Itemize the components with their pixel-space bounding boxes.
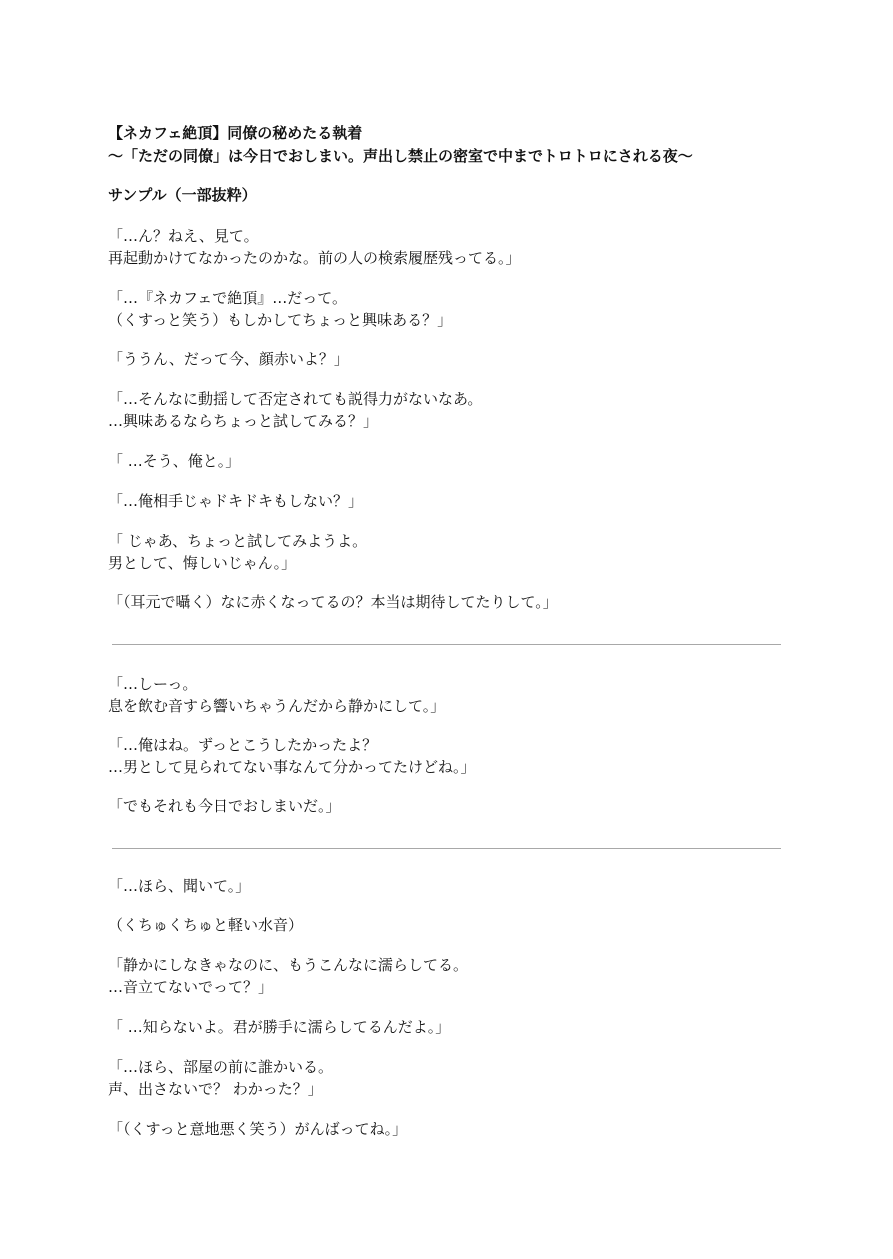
section-divider (112, 848, 781, 849)
dialogue-line: …音立てないでって？」 (108, 978, 274, 996)
dialogue-line: 「…俺相手じゃドキドキもしない？」 (108, 492, 364, 510)
section-heading: サンプル（一部抜粋） (108, 186, 257, 204)
dialogue-line: 「…ほら、部屋の前に誰かいる。 (108, 1058, 334, 1076)
dialogue-line: 「…『ネカフェで絶頂』…だって。 (108, 289, 347, 307)
dialogue-line: （くすっと笑う）もしかしてちょっと興味ある？」 (108, 311, 453, 329)
dialogue-line: 男として、悔しいじゃん。」 (108, 554, 297, 572)
dialogue-line: 「（くすっと意地悪く笑う）がんばってね。」 (108, 1120, 408, 1138)
dialogue-line: 「 …そう、俺と。」 (108, 452, 241, 470)
dialogue-line: 「ううん、だって今、顔赤いよ？」 (108, 350, 349, 368)
dialogue-line: 「…ん？ねえ、見て。 (108, 227, 259, 245)
dialogue-line: …興味あるならちょっと試してみる？」 (108, 412, 379, 430)
title-line-2: 〜「ただの同僚」は今日でおしまい。声出し禁止の密室で中までトロトロにされる夜〜 (108, 147, 693, 165)
dialogue-line: …男として見られてない事なんて分かってたけどね。」 (108, 758, 476, 776)
dialogue-line: 息を飲む音すら響いちゃうんだから静かにして。」 (108, 697, 446, 715)
dialogue-line: 「 じゃあ、ちょっと試してみようよ。 (108, 532, 368, 550)
dialogue-line: 「 …知らないよ。君が勝手に濡らしてるんだよ。」 (108, 1018, 451, 1036)
dialogue-line: 「…しーっ。 (108, 675, 198, 693)
dialogue-line: （くちゅくちゅと軽い水音） (108, 916, 304, 934)
dialogue-line: 「…そんなに動揺して否定されても説得力がないなあ。 (108, 390, 483, 408)
dialogue-line: 「…ほら、聞いて。」 (108, 877, 251, 895)
title-line-1: 【ネカフェ絶頂】同僚の秘めたる執着 (108, 124, 363, 142)
dialogue-line: 再起動かけてなかったのかな。前の人の検索履歴残ってる。」 (108, 249, 521, 267)
dialogue-line: 「（耳元で囁く）なに赤くなってるの？本当は期待してたりして。」 (108, 593, 558, 611)
dialogue-line: 「…俺はね。ずっとこうしたかったよ？ (108, 736, 378, 754)
dialogue-line: 「でもそれも今日でおしまいだ。」 (108, 797, 341, 815)
section-divider (112, 644, 781, 645)
dialogue-line: 声、出さないで？ わかった？」 (108, 1080, 323, 1098)
dialogue-line: 「静かにしなきゃなのに、もうこんなに濡らしてる。 (108, 956, 469, 974)
